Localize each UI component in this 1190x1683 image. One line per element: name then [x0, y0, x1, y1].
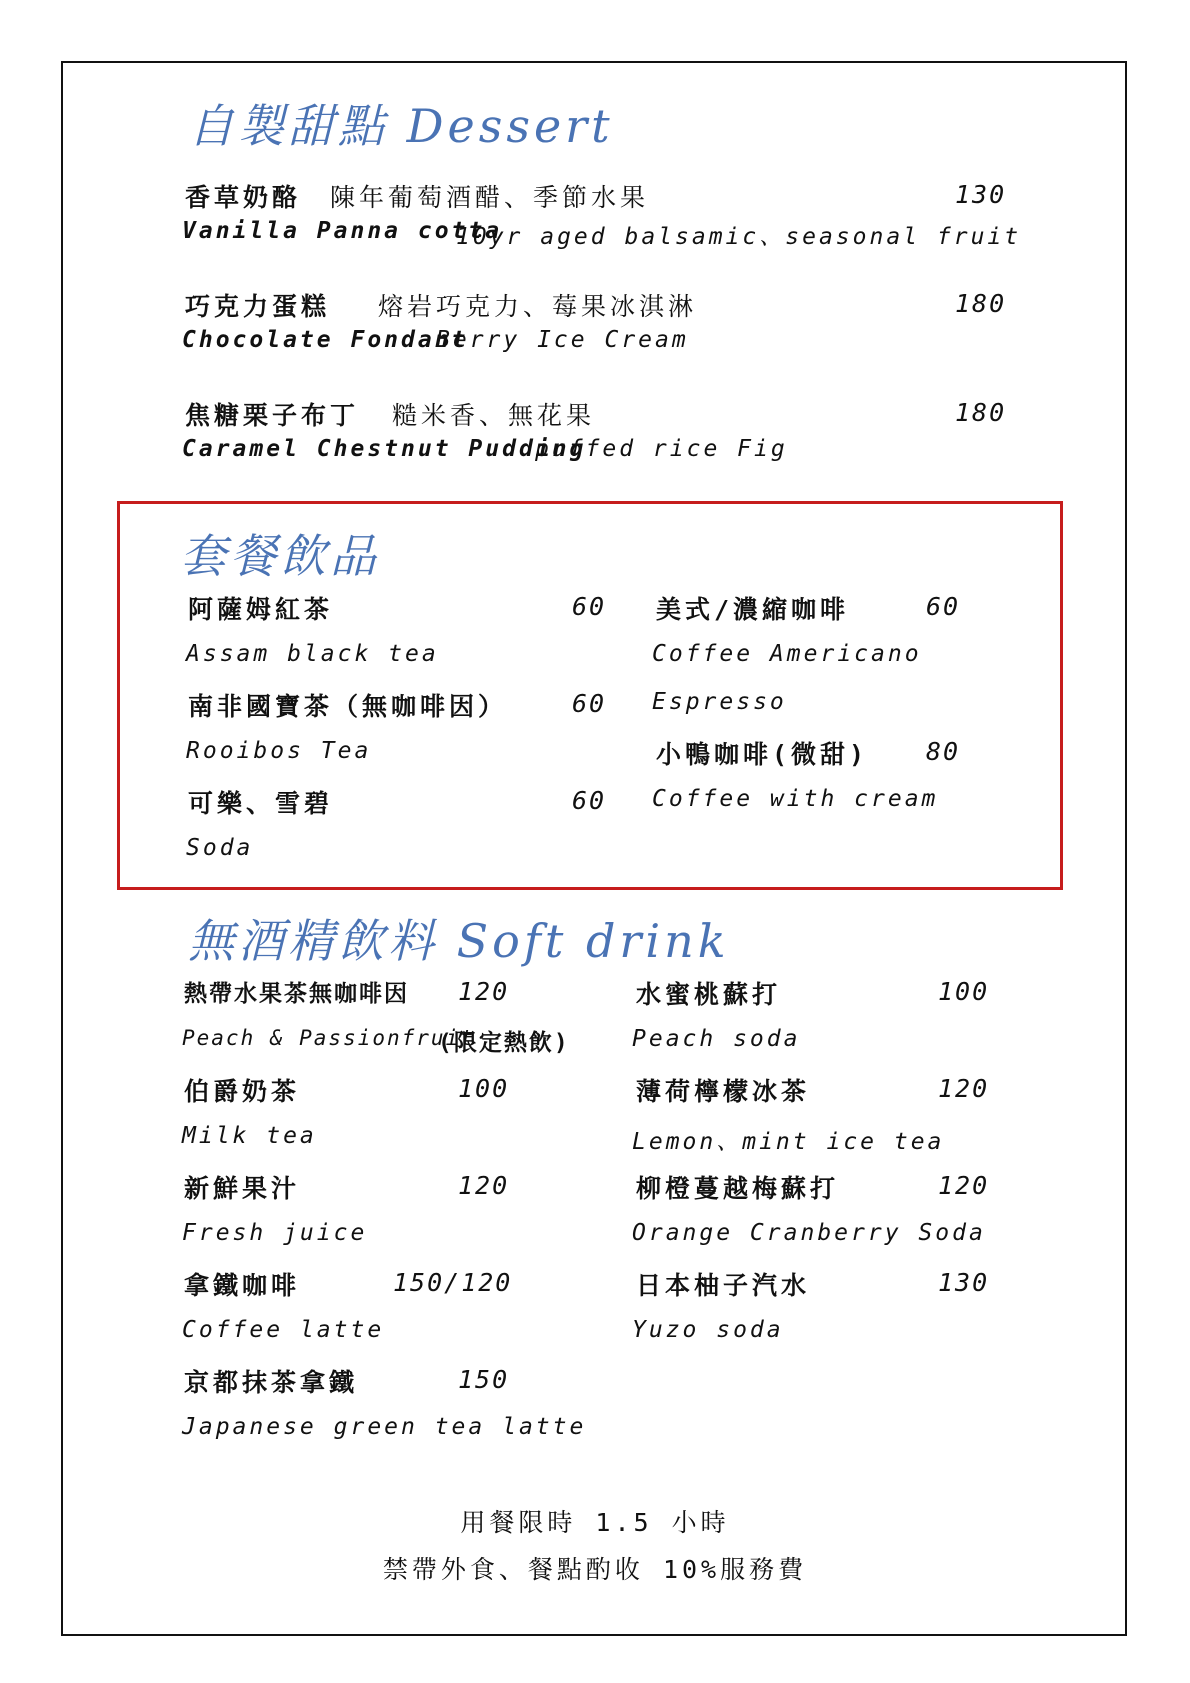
soft-drink-left-1-en-suffix: (限定熱飲)	[438, 1030, 570, 1056]
dessert-item-1-price: 130	[955, 180, 1007, 209]
footer-service-charge: 禁帶外食、餐點酌收 10%服務費	[382, 1555, 808, 1584]
dessert-item-3-en-desc: puffed rice Fig	[535, 436, 788, 462]
set-drink-left-2-price: 60	[572, 689, 607, 718]
set-drink-left-1-zh: 阿薩姆紅茶	[188, 595, 334, 624]
soft-drink-right-1-price: 100	[938, 977, 990, 1006]
set-drinks-title: 套餐飲品	[180, 529, 380, 583]
soft-drink-right-4-price: 130	[938, 1268, 990, 1297]
set-drink-left-3-price: 60	[572, 786, 607, 815]
soft-drink-right-3-price: 120	[938, 1171, 990, 1200]
soft-drink-left-4-zh: 拿鐵咖啡	[184, 1271, 301, 1300]
dessert-item-3-zh-name: 焦糖栗子布丁	[185, 401, 360, 430]
set-drink-right-1-en: Coffee Americano	[652, 641, 922, 667]
soft-drink-right-3-en: Orange Cranberry Soda	[632, 1220, 986, 1246]
soft-drink-title: 無酒精飲料 Soft drink	[188, 914, 730, 968]
dessert-item-2-zh-name: 巧克力蛋糕	[185, 292, 331, 321]
soft-drink-right-2-zh: 薄荷檸檬冰茶	[636, 1077, 811, 1106]
set-drink-right-2-zh: 小鴨咖啡(微甜)	[656, 740, 869, 769]
soft-drink-left-5-en: Japanese green tea latte	[182, 1414, 587, 1440]
set-drink-left-1-en: Assam black tea	[186, 641, 439, 667]
dessert-item-3-en-name: Caramel Chestnut Pudding	[182, 436, 587, 462]
set-drink-right-1-price: 60	[926, 592, 961, 621]
soft-drink-left-4-price: 150/120	[393, 1268, 513, 1297]
set-drink-right-1-en2: Espresso	[652, 689, 787, 715]
set-drink-left-3-en: Soda	[186, 835, 254, 861]
footer-time-limit: 用餐限時 1.5 小時	[460, 1508, 730, 1537]
soft-drink-right-3-zh: 柳橙蔓越梅蘇打	[636, 1174, 840, 1203]
soft-drink-left-1-price: 120	[458, 977, 510, 1006]
dessert-item-2-price: 180	[955, 289, 1007, 318]
soft-drink-left-3-price: 120	[458, 1171, 510, 1200]
soft-drink-left-2-price: 100	[458, 1074, 510, 1103]
dessert-item-3-zh-desc: 糙米香、無花果	[392, 401, 596, 430]
soft-drink-right-4-zh: 日本柚子汽水	[636, 1271, 811, 1300]
soft-drink-right-1-en: Peach soda	[632, 1026, 801, 1052]
soft-drink-left-2-en: Milk tea	[182, 1123, 317, 1149]
soft-drink-right-2-en: Lemon、mint ice tea	[632, 1129, 945, 1155]
soft-drink-right-1-zh: 水蜜桃蘇打	[636, 980, 782, 1009]
dessert-item-1-en-name: Vanilla Panna cotta	[182, 218, 503, 244]
dessert-item-2-zh-desc: 熔岩巧克力、莓果冰淇淋	[378, 292, 698, 321]
soft-drink-left-1-zh: 熱帶水果茶無咖啡因	[184, 981, 409, 1007]
set-drink-left-3-zh: 可樂、雪碧	[188, 789, 334, 818]
dessert-title: 自製甜點 Dessert	[188, 99, 614, 153]
soft-drink-left-3-en: Fresh juice	[182, 1220, 368, 1246]
dessert-item-1-en-desc: 10yr aged balsamic、seasonal fruit	[456, 224, 1022, 250]
soft-drink-left-2-zh: 伯爵奶茶	[184, 1077, 301, 1106]
soft-drink-left-5-price: 150	[458, 1365, 510, 1394]
set-drink-left-2-zh: 南非國寶茶（無咖啡因）	[188, 692, 508, 721]
dessert-item-1-zh-name: 香草奶酪	[185, 183, 302, 212]
set-drink-right-2-price: 80	[926, 737, 961, 766]
soft-drink-right-4-en: Yuzo soda	[632, 1317, 784, 1343]
soft-drink-left-4-en: Coffee latte	[182, 1317, 385, 1343]
set-drink-right-1-zh: 美式/濃縮咖啡	[656, 595, 850, 624]
soft-drink-right-2-price: 120	[938, 1074, 990, 1103]
dessert-item-1-zh-desc: 陳年葡萄酒醋、季節水果	[330, 183, 650, 212]
dessert-item-2-en-desc: Berry Ice Cream	[436, 327, 689, 353]
set-drink-right-2-en: Coffee with cream	[652, 786, 939, 812]
set-drink-left-1-price: 60	[572, 592, 607, 621]
set-drink-left-2-en: Rooibos Tea	[186, 738, 372, 764]
dessert-item-2-en-name: Chocolate Fondant	[182, 327, 469, 353]
soft-drink-left-3-zh: 新鮮果汁	[184, 1174, 301, 1203]
soft-drink-left-1-en: Peach & Passionfruit	[182, 1026, 475, 1050]
soft-drink-left-5-zh: 京都抹茶拿鐵	[184, 1368, 359, 1397]
dessert-item-3-price: 180	[955, 398, 1007, 427]
